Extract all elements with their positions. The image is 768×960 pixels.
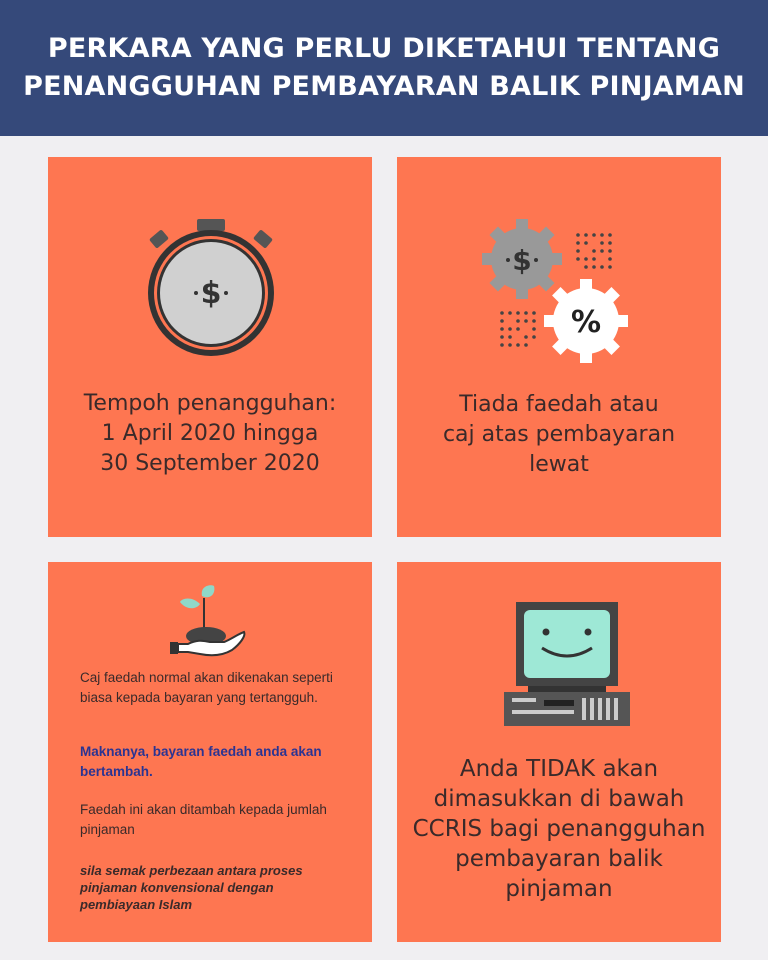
header-title-line2: PENANGGUHAN PEMBAYARAN BALIK PINJAMAN [23, 71, 745, 102]
ccris-line-5: pinjaman [505, 876, 613, 902]
ccris-line-4: pembayaran balik [455, 846, 663, 872]
check-difference-note: sila semak perbezaan antara proses pinjaman konvensional dengan pembiayaan Islam [80, 863, 303, 912]
interest-normal-charge-text: Caj faedah normal akan dikenakan seperti biasa kepada bayaran yang tertangguh. [80, 670, 333, 705]
card-ccris [397, 562, 721, 942]
no-charge-line-3: lewat [529, 452, 589, 477]
card-no-charge [397, 157, 721, 537]
svg-text:%: % [570, 305, 602, 340]
interest-added-note: Faedah ini akan ditambah kepada jumlah pinjaman [80, 802, 327, 837]
no-charge-line-1: Tiada faedah atau [459, 392, 659, 417]
card-interest-charge [48, 562, 372, 942]
no-charge-text [397, 390, 721, 480]
ccris-line-2: dimasukkan di bawah [433, 786, 685, 812]
no-charge-line-2: caj atas pembayaran [442, 422, 676, 447]
period-line-3: 30 September 2020 [100, 451, 320, 476]
period-text [48, 389, 372, 479]
header-banner [0, 0, 768, 136]
period-line-2: 1 April 2020 hingga [101, 421, 319, 446]
svg-text:$: $ [512, 244, 532, 277]
gears-dollar-percent-icon [482, 217, 632, 367]
period-line-1: Tempoh penangguhan: [83, 391, 337, 416]
card-deferment-period [48, 157, 372, 537]
ccris-line-3: CCRIS bagi penangguhan [412, 816, 706, 842]
ccris-line-1: Anda TIDAK akan [459, 756, 659, 782]
ccris-text [397, 754, 721, 904]
hand-plant-icon [170, 584, 250, 662]
interest-increase-note: Maknanya, bayaran faedah anda akan bertambah. [80, 744, 322, 779]
retro-computer-smiley-icon [504, 602, 630, 726]
stopwatch-dollar-icon [145, 217, 277, 359]
header-title-line1: PERKARA YANG PERLU DIKETAHUI TENTANG [47, 33, 721, 64]
svg-text:$: $ [200, 276, 222, 311]
